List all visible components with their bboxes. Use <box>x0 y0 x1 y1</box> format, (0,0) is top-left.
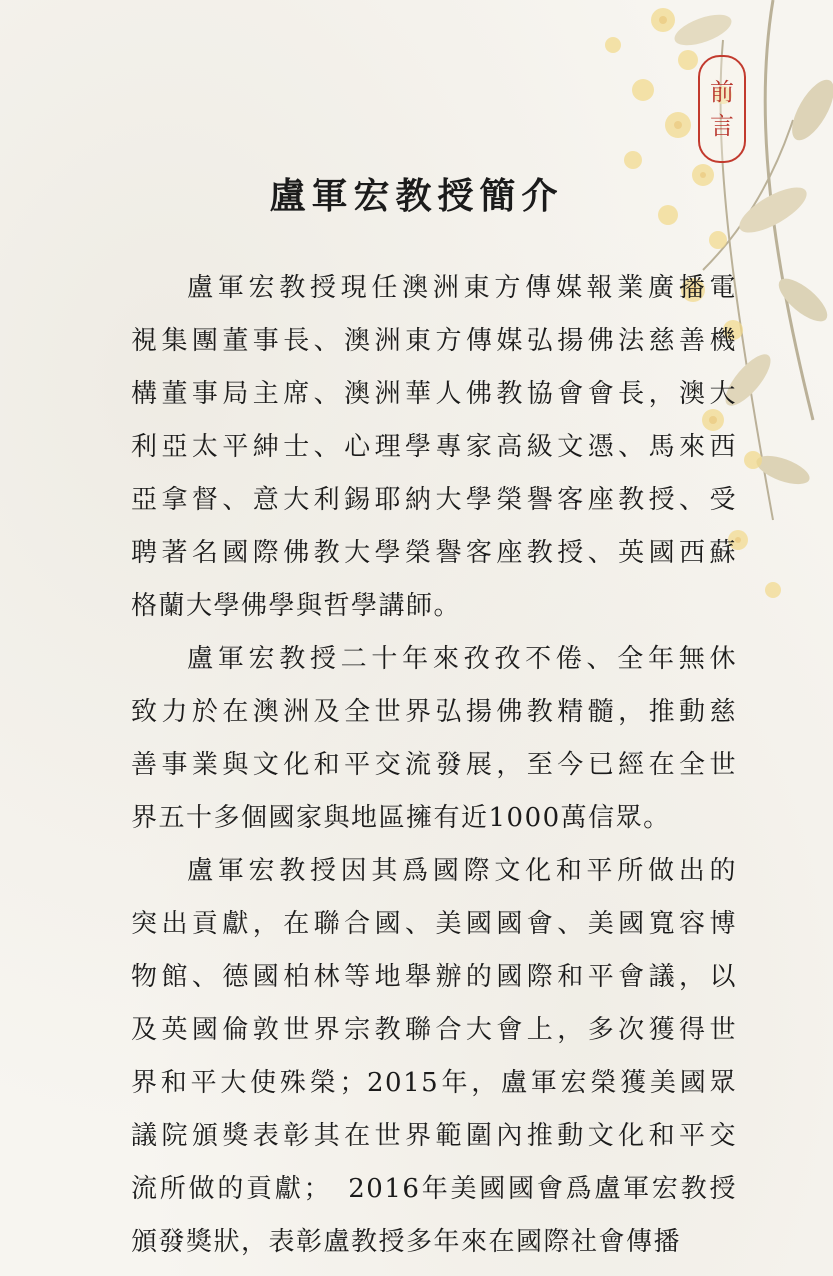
text-line: 利亞太平紳士、心理學專家高級文憑、馬來西 <box>131 432 737 462</box>
text-line: 盧軍宏教授因其爲國際文化和平所做出的 <box>187 856 737 886</box>
paragraph <box>131 633 737 845</box>
seal-char: 言 <box>710 112 734 140</box>
text-line: 流所做的貢獻； 2016年美國國會爲盧軍宏教授 <box>131 1174 737 1204</box>
paragraph <box>131 845 737 1269</box>
paragraph <box>131 262 737 633</box>
text-line: 議院頒獎表彰其在世界範圍內推動文化和平交 <box>131 1121 737 1151</box>
text-line: 聘著名國際佛教大學榮譽客座教授、英國西蘇 <box>131 538 737 568</box>
text-line: 盧軍宏教授二十年來孜孜不倦、全年無休 <box>187 644 737 674</box>
text-line: 善事業與文化和平交流發展，至今已經在全世 <box>131 750 737 780</box>
text-line: 頒發獎狀，表彰盧教授多年來在國際社會傳播 <box>131 1227 682 1257</box>
seal-char: 前 <box>710 78 734 106</box>
article-body <box>131 262 737 1269</box>
text-line: 突出貢獻，在聯合國、美國國會、美國寬容博 <box>131 909 737 939</box>
text-line: 及英國倫敦世界宗教聯合大會上，多次獲得世 <box>131 1015 737 1045</box>
text-line: 構董事局主席、澳洲華人佛教協會會長，澳大 <box>131 379 737 409</box>
text-line: 界五十多個國家與地區擁有近1000萬信眾。 <box>131 803 671 833</box>
text-line: 視集團董事長、澳洲東方傳媒弘揚佛法慈善機 <box>131 326 737 356</box>
page-title: 盧軍宏教授簡介 <box>269 175 564 217</box>
text-line: 致力於在澳洲及全世界弘揚佛教精髓，推動慈 <box>131 697 737 727</box>
text-line: 盧軍宏教授現任澳洲東方傳媒報業廣播電 <box>187 273 737 303</box>
text-line: 物館、德國柏林等地舉辦的國際和平會議，以 <box>131 962 737 992</box>
text-line: 亞拿督、意大利錫耶納大學榮譽客座教授、受 <box>131 485 737 515</box>
text-line: 界和平大使殊榮；2015年，盧軍宏榮獲美國眾 <box>131 1068 737 1098</box>
preface-seal <box>698 55 746 163</box>
text-line: 格蘭大學佛學與哲學講師。 <box>131 591 462 621</box>
